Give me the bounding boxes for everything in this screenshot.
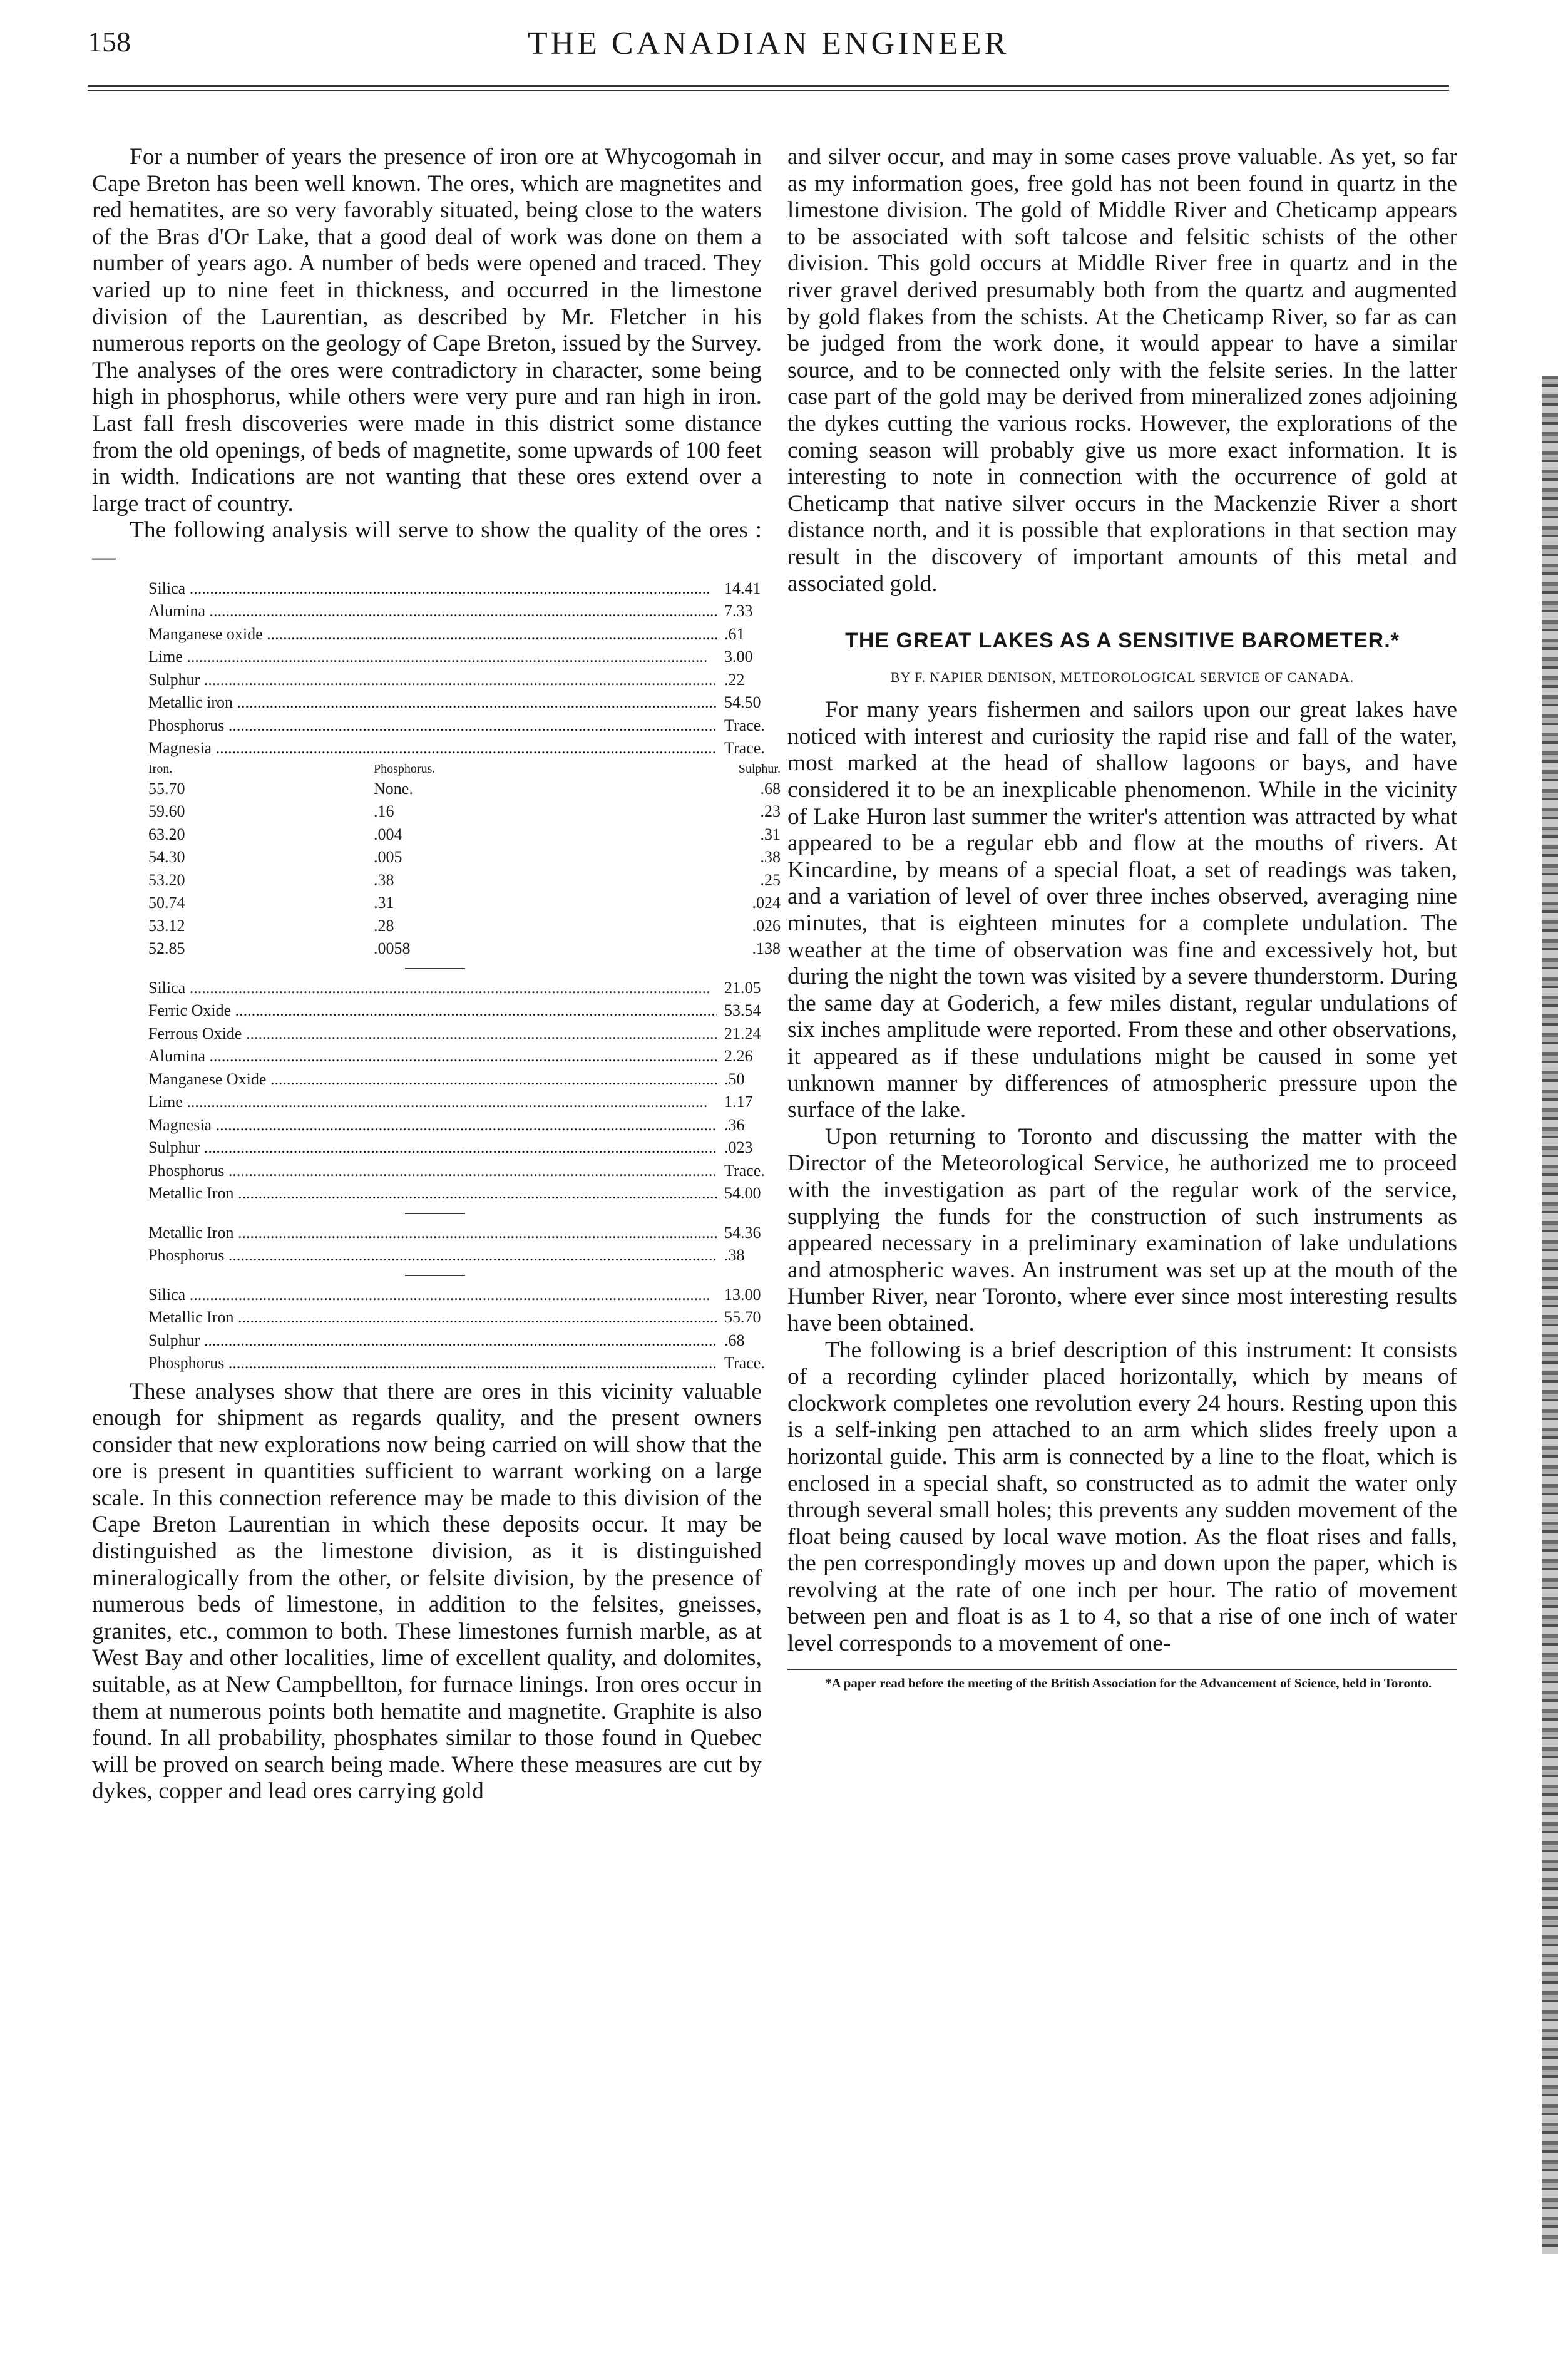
table-row: 59.60 .16 .23	[148, 802, 781, 820]
table-row: Phosphorus ..... .38	[148, 1244, 781, 1267]
page-number: 158	[88, 26, 131, 58]
table-row: Phosphorus ..... Trace.	[148, 1352, 781, 1375]
article-byline: BY F. NAPIER DENISON, METEOROLOGICAL SERVICE OF CANADA.	[890, 669, 1355, 685]
table-row: Lime ..... 1.17	[148, 1091, 781, 1114]
table-row: 63.20 .004 .31	[148, 825, 781, 843]
table-row: Manganese Oxide ..... .50	[148, 1068, 781, 1091]
table-row: Magnesia ..... Trace.	[148, 737, 781, 760]
table-row: 53.20 .38 .25	[148, 870, 781, 889]
table-row: 53.12 .28 .026	[148, 916, 781, 935]
left-paragraph-2: The following analysis will serve to show the quality of the ores :—	[92, 517, 762, 570]
right-paragraph-1: and silver occur, and may in some cases prove valuable. As yet, so far as my information goes, free gold has not been found in quartz in the limestone division. The gold of Middle River and Cheticamp appears to be associated with soft talcose and felsitic schists of the other division. This gold occurs at Middle River free in quartz and in the river gravel derived presumably both from the quartz and augmented by gold flakes from the schists. At the Cheticamp River, so far as can be judged from the work done, it would appear to have a similar source, and to be connected only with the felsite series. In the latter case part of the gold may be derived from mineralized zones adjoining the dykes cutting the various rocks. However, the explorations of the coming season will probably give us more exact information. It is interesting to note in connection with the occurrence of gold at Cheticamp that native silver occurs in the Mackenzie River a short distance north, and it is possible that explorations in that section may result in the discovery of important amounts of this metal and associated gold.	[787, 144, 1457, 597]
table-row: Metallic Iron ..... 54.00	[148, 1182, 781, 1205]
table-row: Silica ..... 13.00	[148, 1284, 781, 1307]
article-title: THE GREAT LAKES AS A SENSITIVE BAROMETER.*	[845, 629, 1400, 653]
left-column	[92, 144, 781, 1805]
table-row: Sulphur ..... .68	[148, 1329, 781, 1352]
scan-edge	[1542, 376, 1558, 2254]
table-row: Sulphur ..... .023	[148, 1136, 781, 1160]
footnote: *A paper read before the meeting of the British Association for the Advancement of Science, held in Toronto.	[825, 1675, 1432, 1691]
column-header-iron: Iron.	[148, 761, 173, 776]
table-row: Phosphorus ..... Trace.	[148, 1160, 781, 1183]
table-row: Silica ..... 14.41	[148, 577, 781, 600]
page-header	[88, 25, 1449, 81]
table-row: Magnesia ..... .36	[148, 1114, 781, 1137]
table-row: Metallic iron ..... 54.50	[148, 691, 781, 714]
table-divider	[405, 1213, 465, 1214]
column-header-phosphorus: Phosphorus.	[374, 761, 436, 776]
table-row: Manganese oxide ..... .61	[148, 623, 781, 646]
left-paragraph-3: These analyses show that there are ores in this vicinity valuable enough for shipment as regards quality, and the present owners consider that new explorations now being carried on will show that the ore is present in quantities sufficient to warrant working on a large scale. In this connection reference may be made to this division of the Cape Breton Laurentian in which these deposits occur. It may be distinguished as the limestone division, as it is distinguished mineralogically from the other, or felsite division, by the presence of numerous beds of limestone, in addition to the felsites, gneisses, granites, etc., common to both. These limestones furnish marble, as at West Bay and other localities, lime of excellent quality, and dolomites, suitable, as at New Campbellton, for furnace linings. Iron ores occur in them at numerous points both hematite and magnetite. Graphite is also found. In all probability, phosphates similar to those found in Quebec will be proved on search being made. Where these measures are cut by dykes, copper and lead ores carrying gold	[92, 1378, 762, 1805]
table-row: 50.74 .31 .024	[148, 894, 781, 912]
table-row: Ferric Oxide ..... 53.54	[148, 999, 781, 1023]
table-row: Sulphur ..... .22	[148, 669, 781, 692]
right-column	[787, 144, 1457, 1691]
right-paragraph-3: Upon returning to Toronto and discussing the matter with the Director of the Meteorological Service, he authorized me to proceed with the investigation as part of the regular work of the service, supplying the funds for the construction of such instruments as appeared necessary in a preliminary examination of lake undulations and atmospheric waves. An instrument was set up at the mouth of the Humber River, near Toronto, where ever since most interesting results have been obtained.	[787, 1123, 1457, 1336]
left-paragraph-1: For a number of years the presence of iron ore at Whycogomah in Cape Breton has been well known. The ores, which are magnetites and red hematites, are so very favorably situated, being close to the waters of the Bras d'Or Lake, that a good deal of work was done on them a number of years ago. A number of beds were opened and traced. They varied up to nine feet in thickness, and occurred in the limestone division of the Laurentian, as described by Mr. Fletcher in his numerous reports on the geology of Cape Breton, issued by the Survey. The analyses of the ores were contradictory in character, some being high in phosphorus, while others were very pure and ran high in iron. Last fall fresh discoveries were made in this district some distance from the old openings, of beds of magnetite, some upwards of 100 feet in width. Indications are not wanting that these ores extend over a large tract of country.	[92, 144, 762, 517]
table-divider	[405, 968, 465, 969]
iron-table-header	[148, 760, 781, 778]
running-title: THE CANADIAN ENGINEER	[527, 26, 1010, 61]
analysis-table-1	[148, 577, 781, 1375]
table-row: Ferrous Oxide ..... 21.24	[148, 1023, 781, 1046]
table-row: Lime ..... 3.00	[148, 646, 781, 669]
right-paragraph-4: The following is a brief description of this instrument: It consists of a recording cylinder placed horizontally, which by means of clockwork completes one revolution every 24 hours. Resting upon this is a self-inking pen attached to an arm which slides freely upon a horizontal guide. This arm is connected by a line to the float, which is enclosed in a special shaft, so constructed as to admit the water only through several small holes; this prevents any sudden movement of the float being caused by local wave motion. As the float rises and falls, the pen correspondingly moves up and down upon the paper, which is revolving at the rate of one inch per hour. The ratio of movement between pen and float is as 1 to 4, so that a rise of one inch of water level corresponds to a movement of one-	[787, 1337, 1457, 1657]
column-header-sulphur: Sulphur.	[738, 761, 781, 776]
table-row: Metallic Iron ..... 55.70	[148, 1306, 781, 1329]
table-row: Metallic Iron ..... 54.36	[148, 1222, 781, 1245]
table-row: Alumina ..... 2.26	[148, 1045, 781, 1068]
table-row: 54.30 .005 .38	[148, 848, 781, 866]
table-row: Phosphorus ..... Trace.	[148, 714, 781, 738]
table-divider	[405, 1275, 465, 1276]
table-row: Alumina ..... 7.33	[148, 600, 781, 623]
table-row: 52.85 .0058 .138	[148, 939, 781, 957]
table-row: Silica ..... 21.05	[148, 977, 781, 1000]
table-row: 55.70 None. .68	[148, 779, 781, 798]
header-rule	[88, 85, 1449, 91]
footnote-rule	[787, 1669, 1457, 1670]
right-paragraph-2: For many years fishermen and sailors upon our great lakes have noticed with interest and curiosity the rapid rise and fall of the water, most marked at the head of shallow lagoons or bays, and have considered it to be an inexplicable phenomenon. While in the vicinity of Lake Huron last summer the writer's attention was attracted by what appeared to be a regular ebb and flow at the mouths of rivers. At Kincardine, by means of a special float, a set of readings was taken, and a variation of level of over three inches observed, averaging nine minutes, that is eighteen minutes for a complete undulation. The weather at the time of observation was fine and excessively hot, but during the night the town was visited by a severe thunderstorm. During the same day at Goderich, a few miles distant, regular undulations of six inches amplitude were reported. From these and other observations, it appeared as if these undulations might be caused in some yet unknown manner by differences of atmospheric pressure upon the surface of the lake.	[787, 697, 1457, 1123]
